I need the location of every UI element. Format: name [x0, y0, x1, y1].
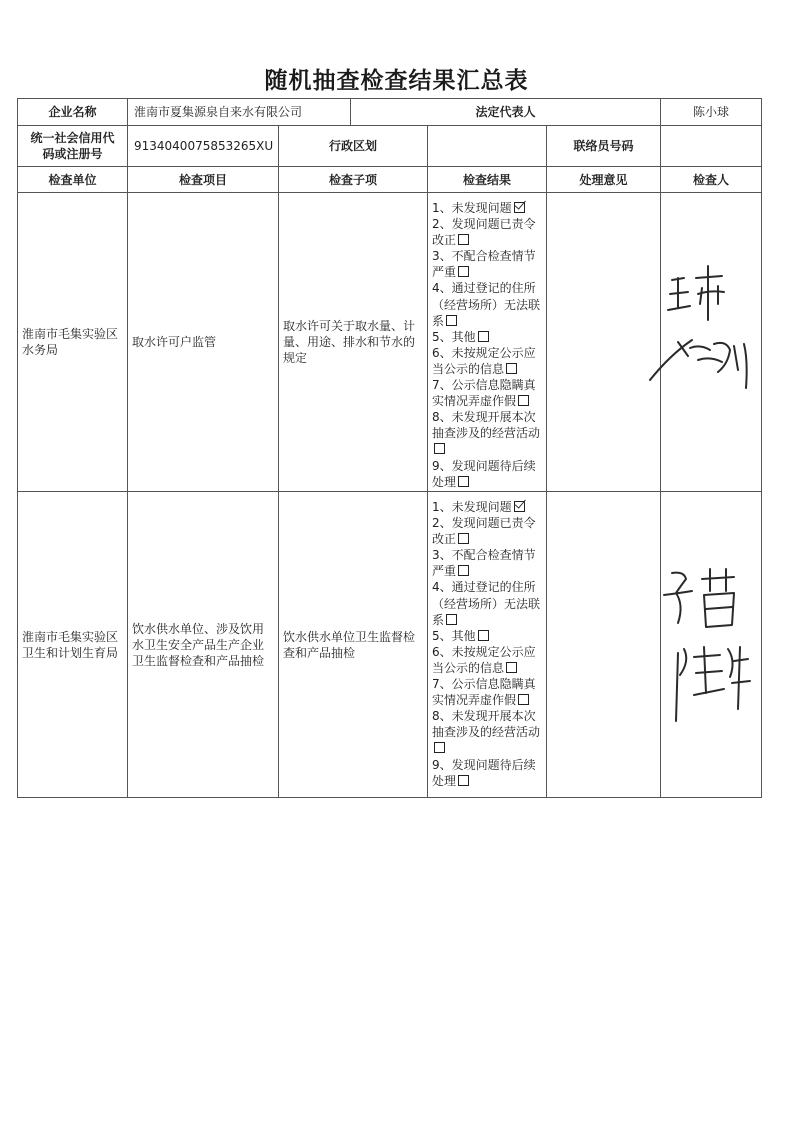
checkbox-icon[interactable] — [458, 476, 469, 487]
result-option-text: 8、未发现开展本次抽查涉及的经营活动 — [432, 410, 541, 441]
checkbox-icon[interactable] — [518, 395, 529, 406]
result-option — [432, 628, 489, 644]
inspector-signature-2 — [650, 565, 760, 735]
result-option — [432, 547, 543, 579]
liaison-value — [660, 125, 762, 167]
col-header-opinion: 处理意见 — [546, 166, 661, 193]
row2-opinion — [546, 491, 661, 798]
result-option-text: 5、其他 — [432, 628, 476, 643]
result-option-text: 5、其他 — [432, 329, 476, 344]
result-option-text: 4、通过登记的住所（经营场所）无法联系 — [432, 281, 541, 328]
result-option-text: 7、公示信息隐瞒真实情况弄虚作假 — [432, 677, 536, 708]
result-option-text: 3、不配合检查情节严重 — [432, 548, 536, 579]
result-option — [432, 458, 543, 490]
row1-item: 取水许可户监管 — [127, 192, 279, 492]
checkbox-icon[interactable] — [506, 363, 517, 374]
result-option-text: 9、发现问题待后续处理 — [432, 757, 536, 788]
result-option-text: 6、未按规定公示应当公示的信息 — [432, 644, 536, 675]
region-value — [427, 125, 547, 167]
row2-subitem: 饮水供水单位卫生监督检查和产品抽检 — [278, 491, 428, 798]
region-label: 行政区划 — [278, 125, 428, 167]
enterprise-name-label: 企业名称 — [17, 98, 128, 126]
result-option-text: 4、通过登记的住所（经营场所）无法联系 — [432, 580, 541, 627]
checkbox-icon[interactable] — [458, 266, 469, 277]
checkbox-icon[interactable] — [446, 614, 457, 625]
checkbox-icon[interactable] — [458, 533, 469, 544]
result-option — [432, 200, 525, 216]
checkbox-icon[interactable] — [518, 694, 529, 705]
checkbox-icon[interactable] — [506, 662, 517, 673]
result-option-text: 1、未发现问题 — [432, 500, 512, 514]
result-option-text: 3、不配合检查情节严重 — [432, 249, 536, 280]
row2-item: 饮水供水单位、涉及饮用水卫生安全产品生产企业卫生监督检查和产品抽检 — [127, 491, 279, 798]
result-option-text: 7、公示信息隐瞒真实情况弄虚作假 — [432, 378, 536, 409]
legal-rep-label: 法定代表人 — [350, 98, 661, 126]
result-option — [432, 329, 489, 345]
col-header-subitem: 检查子项 — [278, 166, 428, 193]
result-option — [432, 409, 543, 457]
col-header-inspector: 检查人 — [660, 166, 762, 193]
checked-checkbox-icon[interactable] — [514, 501, 525, 512]
credit-code-value: 9134040075853265XU — [127, 125, 279, 167]
legal-rep-value: 陈小球 — [660, 98, 762, 126]
checkbox-icon[interactable] — [478, 331, 489, 342]
result-option — [432, 644, 543, 676]
result-option — [432, 515, 543, 547]
result-option-text: 6、未按规定公示应当公示的信息 — [432, 345, 536, 376]
result-option — [432, 757, 543, 789]
checkbox-icon[interactable] — [458, 775, 469, 786]
result-option — [432, 345, 543, 377]
credit-code-label — [17, 125, 128, 167]
result-option — [432, 708, 543, 756]
row2-unit: 淮南市毛集实验区卫生和计划生育局 — [17, 491, 128, 798]
row1-results — [427, 192, 547, 492]
result-option — [432, 280, 543, 328]
col-header-item: 检查项目 — [127, 166, 279, 193]
inspector-signature-1 — [630, 260, 760, 400]
result-option-text: 8、未发现开展本次抽查涉及的经营活动 — [432, 709, 541, 740]
result-option — [432, 248, 543, 280]
checkbox-icon[interactable] — [458, 234, 469, 245]
checkbox-icon[interactable] — [434, 443, 445, 454]
result-option — [432, 499, 525, 515]
result-option — [432, 377, 543, 409]
col-header-result: 检查结果 — [427, 166, 547, 193]
liaison-label: 联络员号码 — [546, 125, 661, 167]
checked-checkbox-icon[interactable] — [514, 202, 525, 213]
result-option-text: 2、发现问题已责令改正 — [432, 516, 536, 547]
checkbox-icon[interactable] — [478, 630, 489, 641]
result-option-text: 2、发现问题已责令改正 — [432, 217, 536, 248]
col-header-unit: 检查单位 — [17, 166, 128, 193]
enterprise-name-value: 淮南市夏集源泉自来水有限公司 — [127, 98, 351, 126]
checkbox-icon[interactable] — [434, 742, 445, 753]
result-option — [432, 579, 543, 627]
result-option — [432, 216, 543, 248]
result-option-text: 9、发现问题待后续处理 — [432, 458, 536, 489]
row2-results — [427, 491, 547, 798]
row1-subitem: 取水许可关于取水量、计量、用途、排水和节水的规定 — [278, 192, 428, 492]
row1-unit: 淮南市毛集实验区水务局 — [17, 192, 128, 492]
checkbox-icon[interactable] — [446, 315, 457, 326]
result-option — [432, 676, 543, 708]
result-option-text: 1、未发现问题 — [432, 201, 512, 215]
checkbox-icon[interactable] — [458, 565, 469, 576]
page-title: 随机抽查检查结果汇总表 — [264, 68, 529, 94]
credit-code-label-text: 统一社会信用代码或注册号 — [30, 131, 115, 161]
